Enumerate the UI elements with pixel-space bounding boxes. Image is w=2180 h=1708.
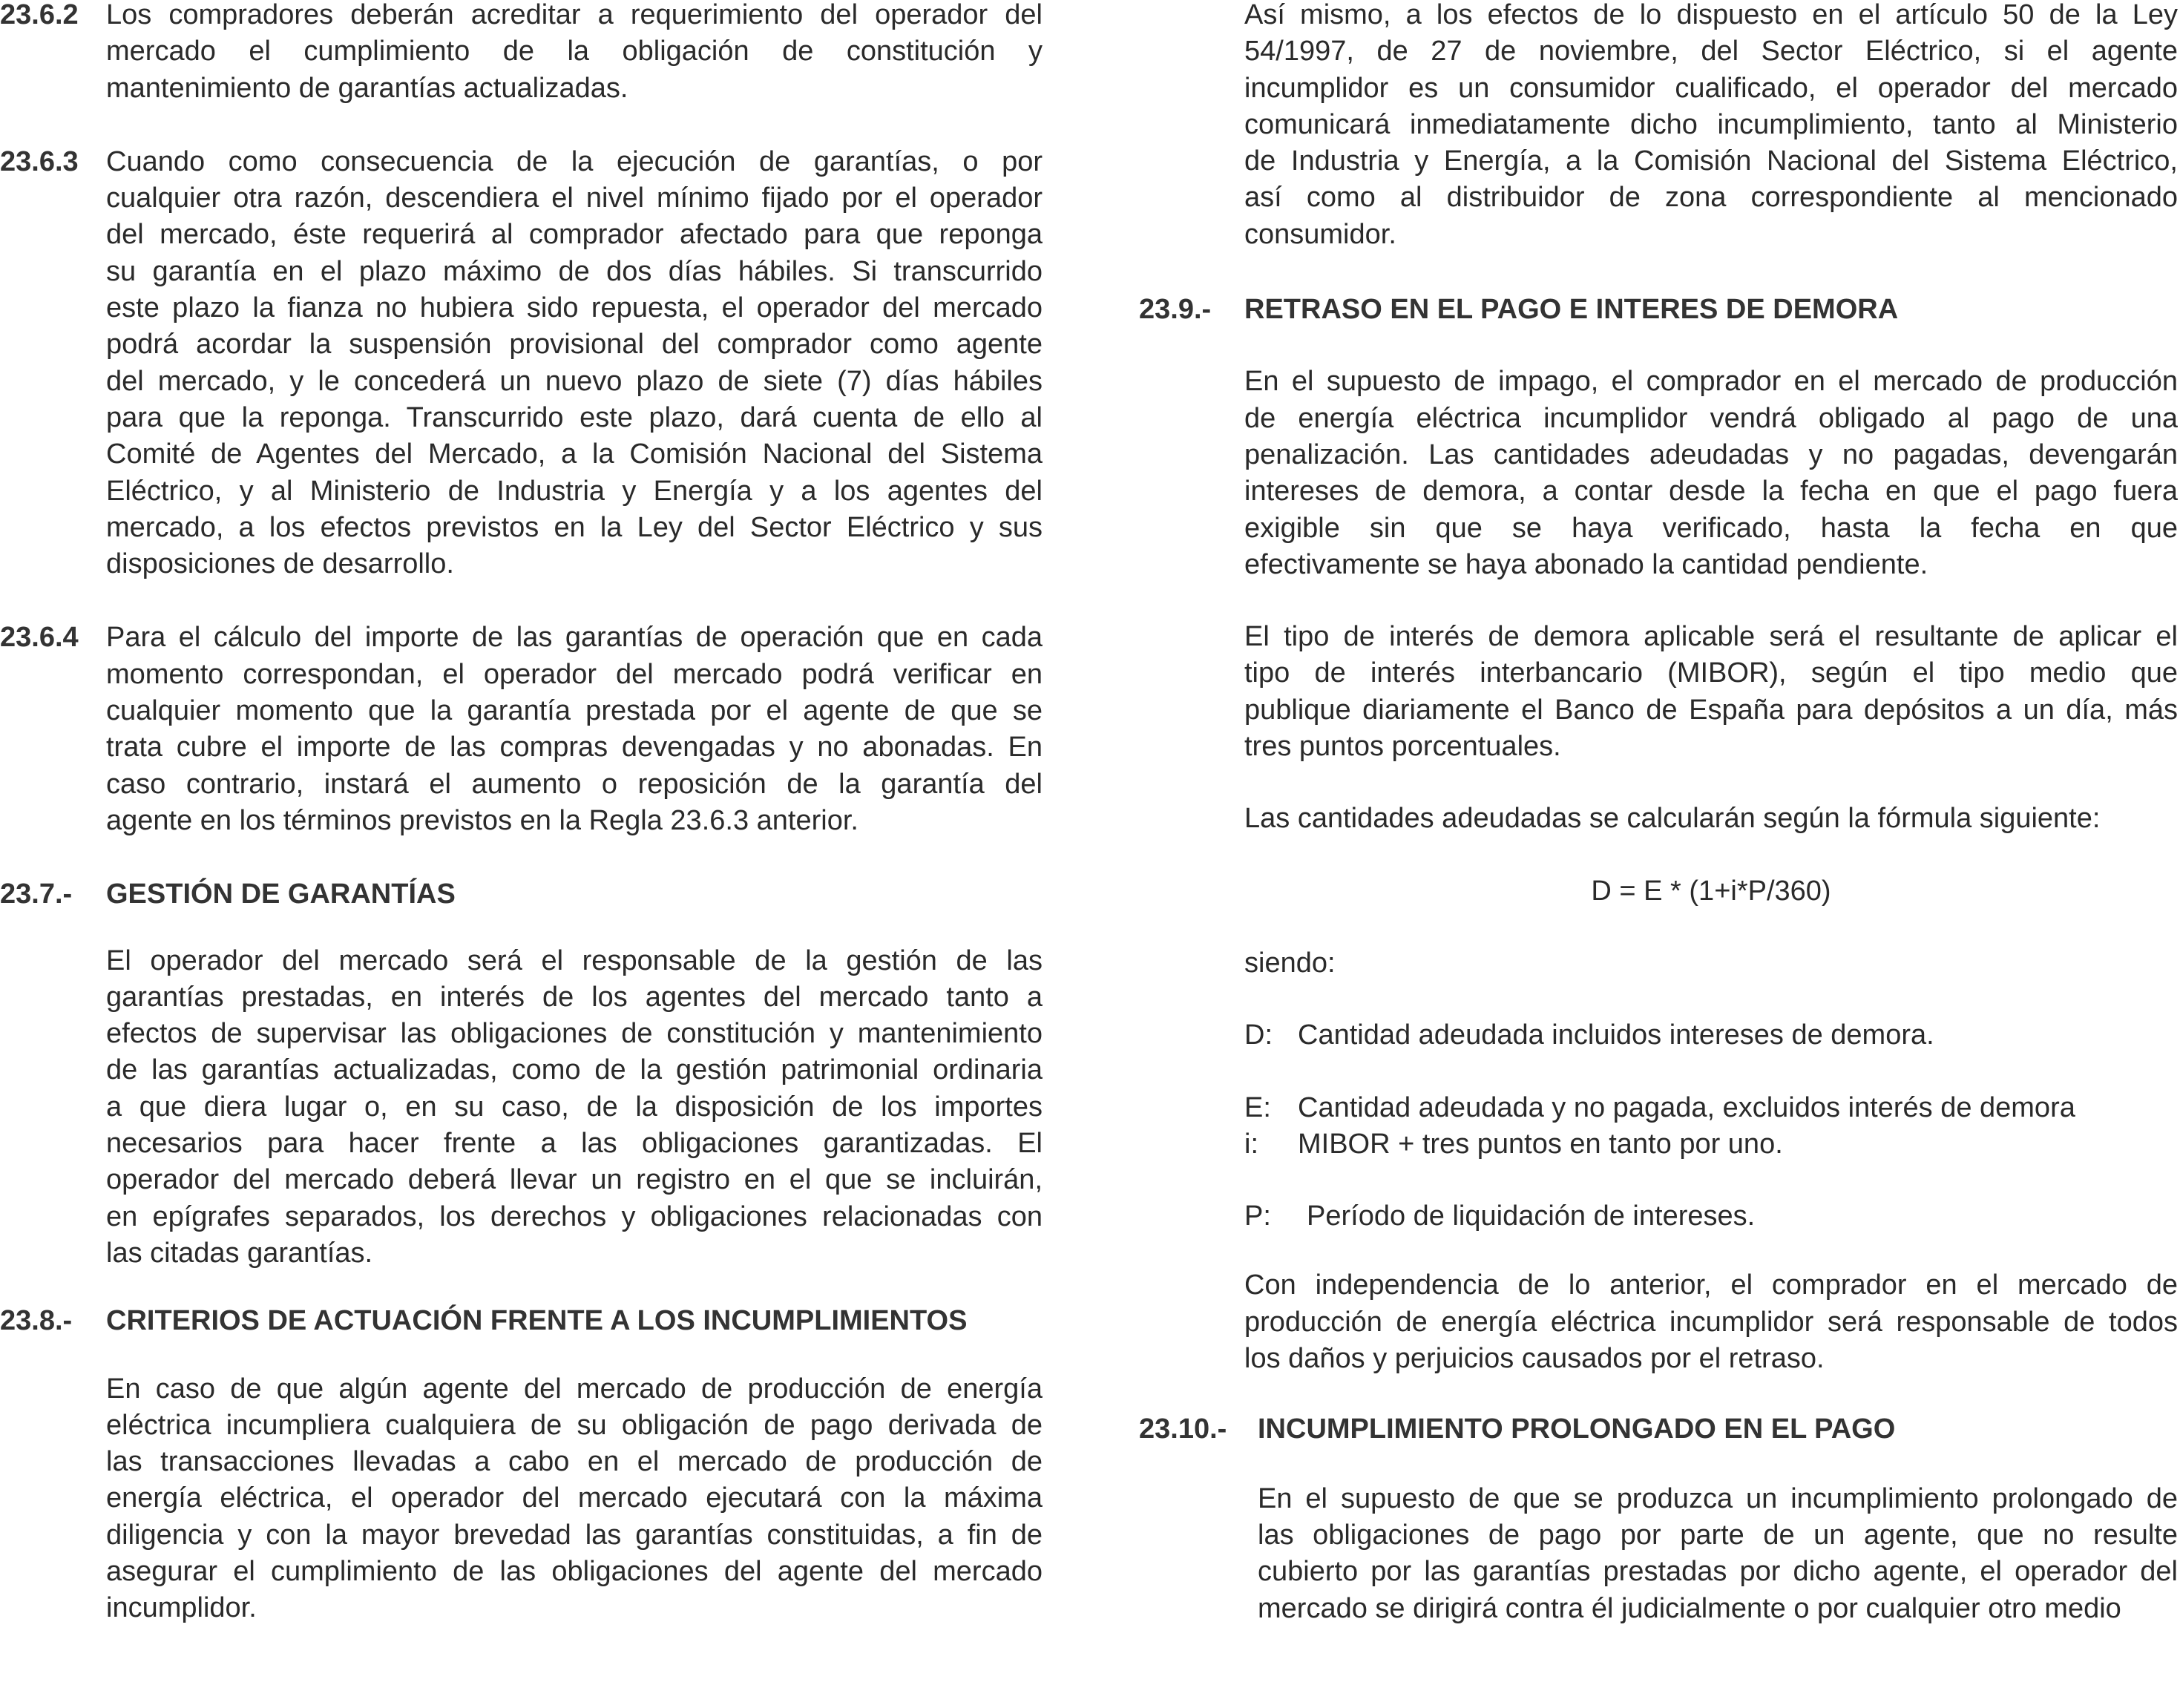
text-line: comunicará inmediatamente dicho incumplimiento, tanto al Ministerio <box>1244 108 2178 140</box>
left-column <box>0 0 1043 1627</box>
clause-text <box>106 620 1043 839</box>
text-line: Eléctrico, y al Ministerio de Industria y Energía y a los agentes del <box>106 475 1043 507</box>
text-line: El tipo de interés de demora aplicable será el resultante de aplicar el <box>1244 621 2178 653</box>
text-line: las citadas garantías. <box>106 1237 373 1269</box>
text-line: en epígrafes separados, los derechos y obligaciones relacionadas con <box>106 1200 1043 1232</box>
section-heading-23-9 <box>1139 292 2178 328</box>
text-line: producción de energía eléctrica incumplidor será responsable de todos <box>1244 1306 2178 1338</box>
section-body <box>1258 1481 2178 1627</box>
text-line: mantenimiento de garantías actualizadas. <box>106 72 628 104</box>
definition-item <box>1244 1017 2178 1054</box>
text-line: del mercado, éste requerirá al comprador afectado para que reponga <box>106 219 1043 251</box>
section-paragraph-3 <box>1244 1267 2178 1377</box>
section-heading-23-7 <box>0 876 1043 913</box>
definition-item <box>1244 1198 2178 1235</box>
text-line: podrá acordar la suspensión provisional del comprador como agente <box>106 329 1043 361</box>
section-body <box>106 943 1043 1272</box>
clause-number: 23.6.2 <box>0 0 79 30</box>
text-line: operador del mercado deberá llevar un registro en el que se incluirán, <box>106 1164 1043 1196</box>
clause-text <box>106 0 1043 107</box>
text-line: disposiciones de desarrollo. <box>106 548 454 580</box>
section-number: 23.7.- <box>0 878 73 910</box>
text-line: Los compradores deberán acreditar a requerimiento del operador del <box>106 0 1043 30</box>
formula-intro: Las cantidades adeudadas se calcularán según la fórmula siguiente: <box>1244 803 2101 835</box>
text-line: las transacciones llevadas a cabo en el mercado de producción de <box>106 1446 1043 1478</box>
clause-23-6-4 <box>0 620 1043 839</box>
text-line: Cuando como consecuencia de la ejecución de garantías, o por <box>106 145 1043 177</box>
section-title: CRITERIOS DE ACTUACIÓN FRENTE A LOS INCUMPLIMIENTOS <box>106 1305 968 1337</box>
definition-text: Período de liquidación de intereses. <box>1307 1200 1756 1232</box>
text-line: intereses de demora, a contar desde la fecha en que el pago fuera <box>1244 476 2178 508</box>
text-line: consumidor. <box>1244 218 1396 250</box>
text-line: En el supuesto de que se produzca un incumplimiento prolongado de <box>1258 1482 2178 1514</box>
text-line: Para el cálculo del importe de las garantías de operación que en cada <box>106 622 1043 654</box>
section-body <box>106 1371 1043 1627</box>
text-line: así como al distribuidor de zona correspondiente al mencionado <box>1244 182 2178 214</box>
text-line: las obligaciones de pago por parte de un agente, que no resulte <box>1258 1519 2178 1551</box>
formula: D = E * (1+i*P/360) <box>1591 875 1831 907</box>
text-line: necesarios para hacer frente a las obligaciones garantizadas. El <box>106 1128 1043 1160</box>
clause-23-6-3 <box>0 144 1043 583</box>
text-line: mercado se dirigirá contra él judicialmente o por cualquier otro medio <box>1258 1592 2121 1624</box>
definition-text: Cantidad adeudada y no pagada, excluidos interés de demora <box>1298 1091 2075 1123</box>
text-line: incumplidor. <box>106 1592 257 1624</box>
definition-text: Cantidad adeudada incluidos intereses de demora. <box>1298 1019 1934 1051</box>
text-line: El operador del mercado será el responsable de la gestión de las <box>106 945 1043 976</box>
section-title: RETRASO EN EL PAGO E INTERES DE DEMORA <box>1244 294 1899 326</box>
text-line: su garantía en el plazo máximo de dos días hábiles. Si transcurrido <box>106 255 1043 287</box>
text-line: energía eléctrica, el operador del mercado ejecutará con la máxima <box>106 1482 1043 1514</box>
definition-list <box>1244 1017 2178 1235</box>
text-line: efectivamente se haya abonado la cantidad pendiente. <box>1244 548 1928 580</box>
text-line: cualquier momento que la garantía prestada por el agente de que se <box>106 695 1043 727</box>
definition-symbol: i: <box>1244 1128 1258 1160</box>
text-line: efectos de supervisar las obligaciones de constitución y mantenimiento <box>106 1018 1043 1050</box>
section-heading-23-8 <box>0 1303 1043 1339</box>
definition-symbol: P: <box>1244 1200 1271 1232</box>
clause-number: 23.6.3 <box>0 145 79 177</box>
text-line: caso contrario, instará el aumento o reposición de la garantía del <box>106 768 1043 800</box>
text-line: los daños y perjuicios causados por el retraso. <box>1244 1343 1825 1375</box>
section-number: 23.8.- <box>0 1305 73 1337</box>
clause-number: 23.6.4 <box>0 622 79 654</box>
text-line: asegurar el cumplimiento de las obligaciones del agente del mercado <box>106 1555 1043 1587</box>
text-line: Con independencia de lo anterior, el comprador en el mercado de <box>1244 1269 2178 1301</box>
text-line: incumplidor es un consumidor cualificado, el operador del mercado <box>1244 72 2178 104</box>
text-line: de Industria y Energía, a la Comisión Nacional del Sistema Eléctrico, <box>1244 145 2178 177</box>
text-line: cualquier otra razón, descendiera el nivel mínimo fijado por el operador <box>106 183 1043 214</box>
text-line: tipo de interés interbancario (MIBOR), según el tipo medio que <box>1244 657 2178 689</box>
text-line: En el supuesto de impago, el comprador en el mercado de producción <box>1244 366 2178 398</box>
continuation-paragraph <box>1244 0 2178 253</box>
section-title: INCUMPLIMIENTO PROLONGADO EN EL PAGO <box>1258 1413 1896 1445</box>
section-number: 23.10.- <box>1139 1413 1227 1445</box>
text-line: para que la reponga. Transcurrido este plazo, dará cuenta de ello al <box>106 401 1043 433</box>
right-column <box>1139 0 2178 1627</box>
definition-symbol: E: <box>1244 1091 1271 1123</box>
text-line: En caso de que algún agente del mercado de producción de energía <box>106 1373 1043 1405</box>
text-line: tres puntos porcentuales. <box>1244 731 1561 763</box>
text-line: trata cubre el importe de las compras devengadas y no abonadas. En <box>106 732 1043 763</box>
text-line: mercado, a los efectos previstos en la Ley del Sector Eléctrico y sus <box>106 511 1043 543</box>
definition-item <box>1244 1090 2178 1126</box>
text-line: Comité de Agentes del Mercado, a la Comisión Nacional del Sistema <box>106 439 1043 470</box>
text-line: publique diariamente el Banco de España para depósitos a un día, más <box>1244 694 2178 726</box>
text-line: de energía eléctrica incumplidor vendrá obligado al pago de una <box>1244 402 2178 434</box>
text-line: momento correspondan, el operador del mercado podrá verificar en <box>106 658 1043 690</box>
text-line: eléctrica incumpliera cualquiera de su obligación de pago derivada de <box>106 1409 1043 1441</box>
clause-23-6-2 <box>0 0 1043 107</box>
text-line: a que diera lugar o, en su caso, de la disposición de los importes <box>106 1091 1043 1123</box>
text-line: de las garantías actualizadas, como de la gestión patrimonial ordinaria <box>106 1054 1043 1086</box>
definition-item <box>1244 1126 2178 1163</box>
definition-text: MIBOR + tres puntos en tanto por uno. <box>1298 1128 1783 1160</box>
section-number: 23.9.- <box>1139 294 1212 326</box>
text-line: del mercado, y le concederá un nuevo plazo de siete (7) días hábiles <box>106 365 1043 397</box>
section-title: GESTIÓN DE GARANTÍAS <box>106 878 456 910</box>
text-line: diligencia y con la mayor brevedad las garantías constituidas, a fin de <box>106 1519 1043 1551</box>
text-line: agente en los términos previstos en la Regla 23.6.3 anterior. <box>106 804 858 836</box>
text-line: garantías prestadas, en interés de los agentes del mercado tanto a <box>106 981 1043 1013</box>
section-paragraph-1 <box>1244 364 2178 583</box>
text-line: este plazo la fianza no hubiera sido repuesta, el operador del mercado <box>106 292 1043 324</box>
text-line: Así mismo, a los efectos de lo dispuesto en el artículo 50 de la Ley <box>1244 0 2178 30</box>
section-heading-23-10 <box>1139 1411 2178 1448</box>
text-line: cubierto por las garantías prestadas por dicho agente, el operador del <box>1258 1556 2178 1588</box>
text-line: penalización. Las cantidades adeudadas y no pagadas, devengarán <box>1244 439 2178 470</box>
text-line: 54/1997, de 27 de noviembre, del Sector Eléctrico, si el agente <box>1244 36 2178 68</box>
section-paragraph-2 <box>1244 619 2178 765</box>
definition-symbol: D: <box>1244 1019 1273 1051</box>
siendo-label: siendo: <box>1244 947 1336 979</box>
text-line: mercado el cumplimiento de la obligación de constitución y <box>106 36 1043 68</box>
clause-text <box>106 144 1043 583</box>
text-line: exigible sin que se haya verificado, hasta la fecha en que <box>1244 512 2178 544</box>
